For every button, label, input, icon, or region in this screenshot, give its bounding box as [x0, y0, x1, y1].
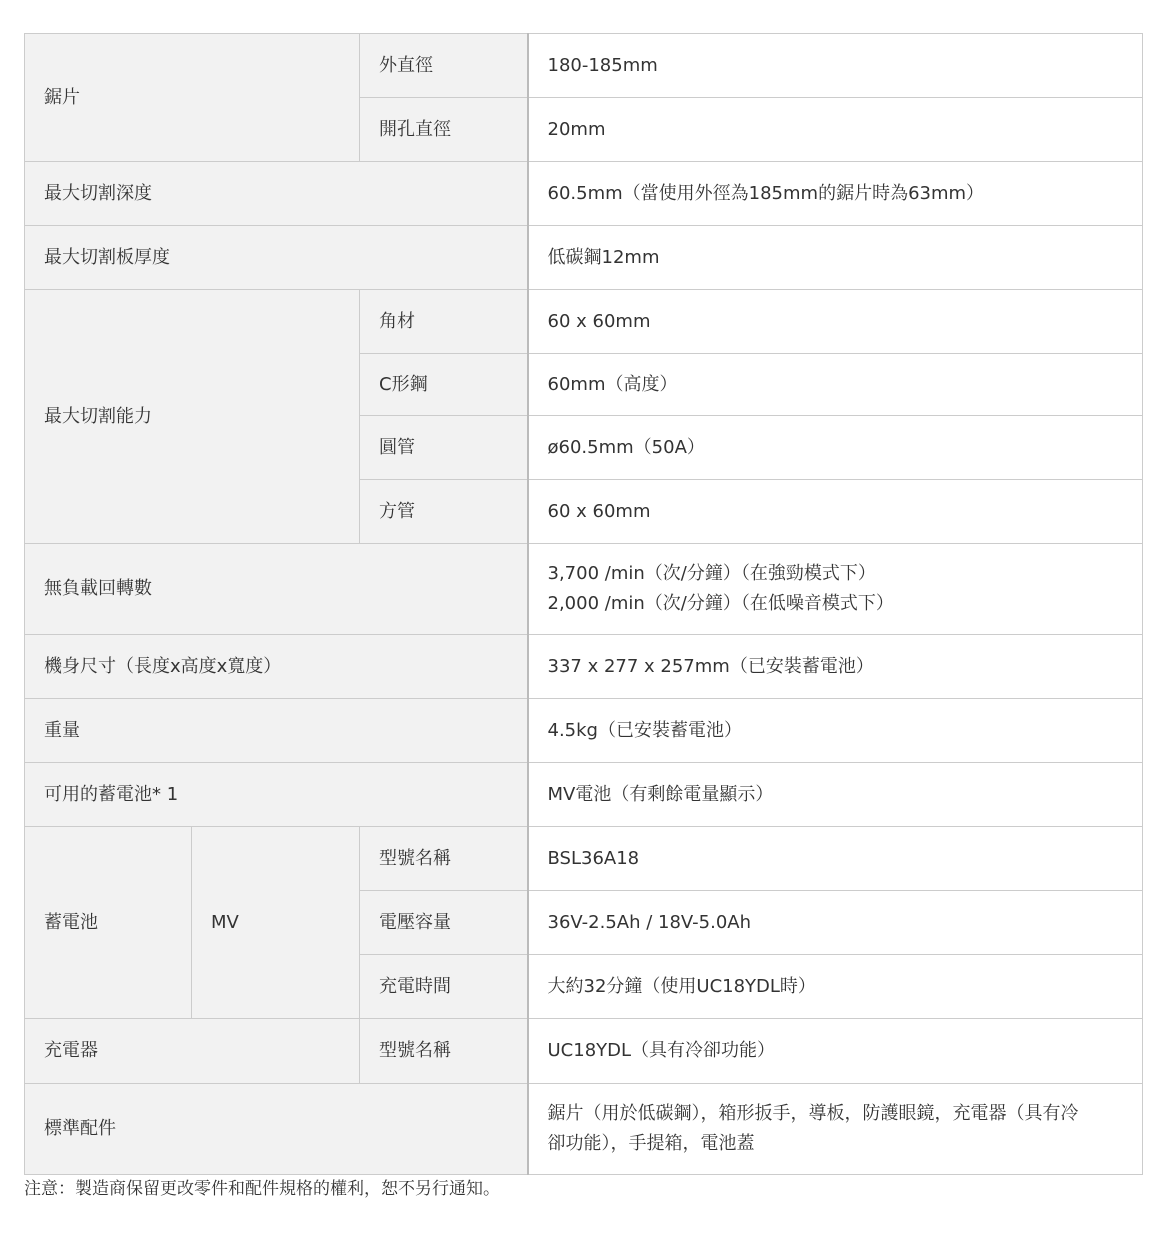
compatible-battery-value: MV電池（有剩餘電量顯示）: [528, 763, 1143, 827]
spec-row-blade-outer: [25, 34, 1143, 98]
outer-diameter-label: 外直徑: [360, 34, 528, 98]
accessories-value: [528, 1084, 1143, 1175]
charger-model-label: 型號名稱: [360, 1019, 528, 1084]
disclaimer-note: 注意：製造商保留更改零件和配件規格的權利，恕不另行通知。: [24, 1179, 500, 1199]
angle-value: 60 x 60mm: [528, 290, 1143, 354]
accessories-label: 標準配件: [25, 1084, 528, 1175]
c-channel-value: 60mm（高度）: [528, 354, 1143, 416]
outer-diameter-value: 180-185mm: [528, 34, 1143, 98]
voltage-capacity-value: 36V-2.5Ah / 18V-5.0Ah: [528, 891, 1143, 955]
dimensions-value: 337 x 277 x 257mm（已安裝蓄電池）: [528, 635, 1143, 699]
no-load-speed-label: 無負載回轉數: [25, 544, 528, 635]
weight-label: 重量: [25, 699, 528, 763]
bore-diameter-value: 20mm: [528, 98, 1143, 162]
accessories-line-1: 鋸片（用於低碳鋼），箱形扳手，導板，防護眼鏡，充電器（具有冷: [547, 1103, 1079, 1124]
spec-row-charger: [25, 1019, 1143, 1084]
spec-row-compatible-battery: [25, 763, 1143, 827]
angle-label: 角材: [360, 290, 528, 354]
max-cut-depth-value: 60.5mm（當使用外徑為185mm的鋸片時為63mm）: [528, 162, 1143, 226]
battery-model-label: 型號名稱: [360, 827, 528, 891]
spec-row-weight: [25, 699, 1143, 763]
spec-row-battery-model: [25, 827, 1143, 891]
max-plate-thickness-label: 最大切割板厚度: [25, 226, 528, 290]
spec-row-accessories: [25, 1084, 1143, 1175]
battery-label: 蓄電池: [25, 827, 192, 1019]
charger-model-value: UC18YDL（具有冷卻功能）: [528, 1019, 1143, 1084]
battery-type: MV: [192, 827, 360, 1019]
battery-model-value: BSL36A18: [528, 827, 1143, 891]
max-cut-capacity-label: 最大切割能力: [25, 290, 360, 544]
charge-time-label: 充電時間: [360, 955, 528, 1019]
c-channel-label: C形鋼: [360, 354, 528, 416]
dimensions-label: 機身尺寸（長度x高度x寬度）: [25, 635, 528, 699]
no-load-speed-value: [528, 544, 1143, 635]
spec-row-max-plate-thickness: [25, 226, 1143, 290]
weight-value: 4.5kg（已安裝蓄電池）: [528, 699, 1143, 763]
spec-row-max-cut-depth: [25, 162, 1143, 226]
spec-row-dimensions: [25, 635, 1143, 699]
max-plate-thickness-value: 低碳鋼12mm: [528, 226, 1143, 290]
charger-label: 充電器: [25, 1019, 360, 1084]
charge-time-value: 大約32分鐘（使用UC18YDL時）: [528, 955, 1143, 1019]
bore-diameter-label: 開孔直徑: [360, 98, 528, 162]
round-pipe-value: ø60.5mm（50A）: [528, 416, 1143, 480]
square-pipe-label: 方管: [360, 480, 528, 544]
no-load-speed-line-2: 2,000 /min（次/分鐘）（在低噪音模式下）: [547, 593, 894, 614]
spec-table: [24, 33, 1143, 1175]
round-pipe-label: 圓管: [360, 416, 528, 480]
compatible-battery-label: 可用的蓄電池* 1: [25, 763, 528, 827]
spec-row-cut-angle: [25, 290, 1143, 354]
max-cut-depth-label: 最大切割深度: [25, 162, 528, 226]
voltage-capacity-label: 電壓容量: [360, 891, 528, 955]
square-pipe-value: 60 x 60mm: [528, 480, 1143, 544]
no-load-speed-line-1: 3,700 /min（次/分鐘）（在強勁模式下）: [547, 563, 876, 584]
spec-row-no-load-speed: [25, 544, 1143, 635]
blade-label: 鋸片: [25, 34, 360, 162]
accessories-line-2: 卻功能），手提箱，電池蓋: [547, 1133, 755, 1154]
